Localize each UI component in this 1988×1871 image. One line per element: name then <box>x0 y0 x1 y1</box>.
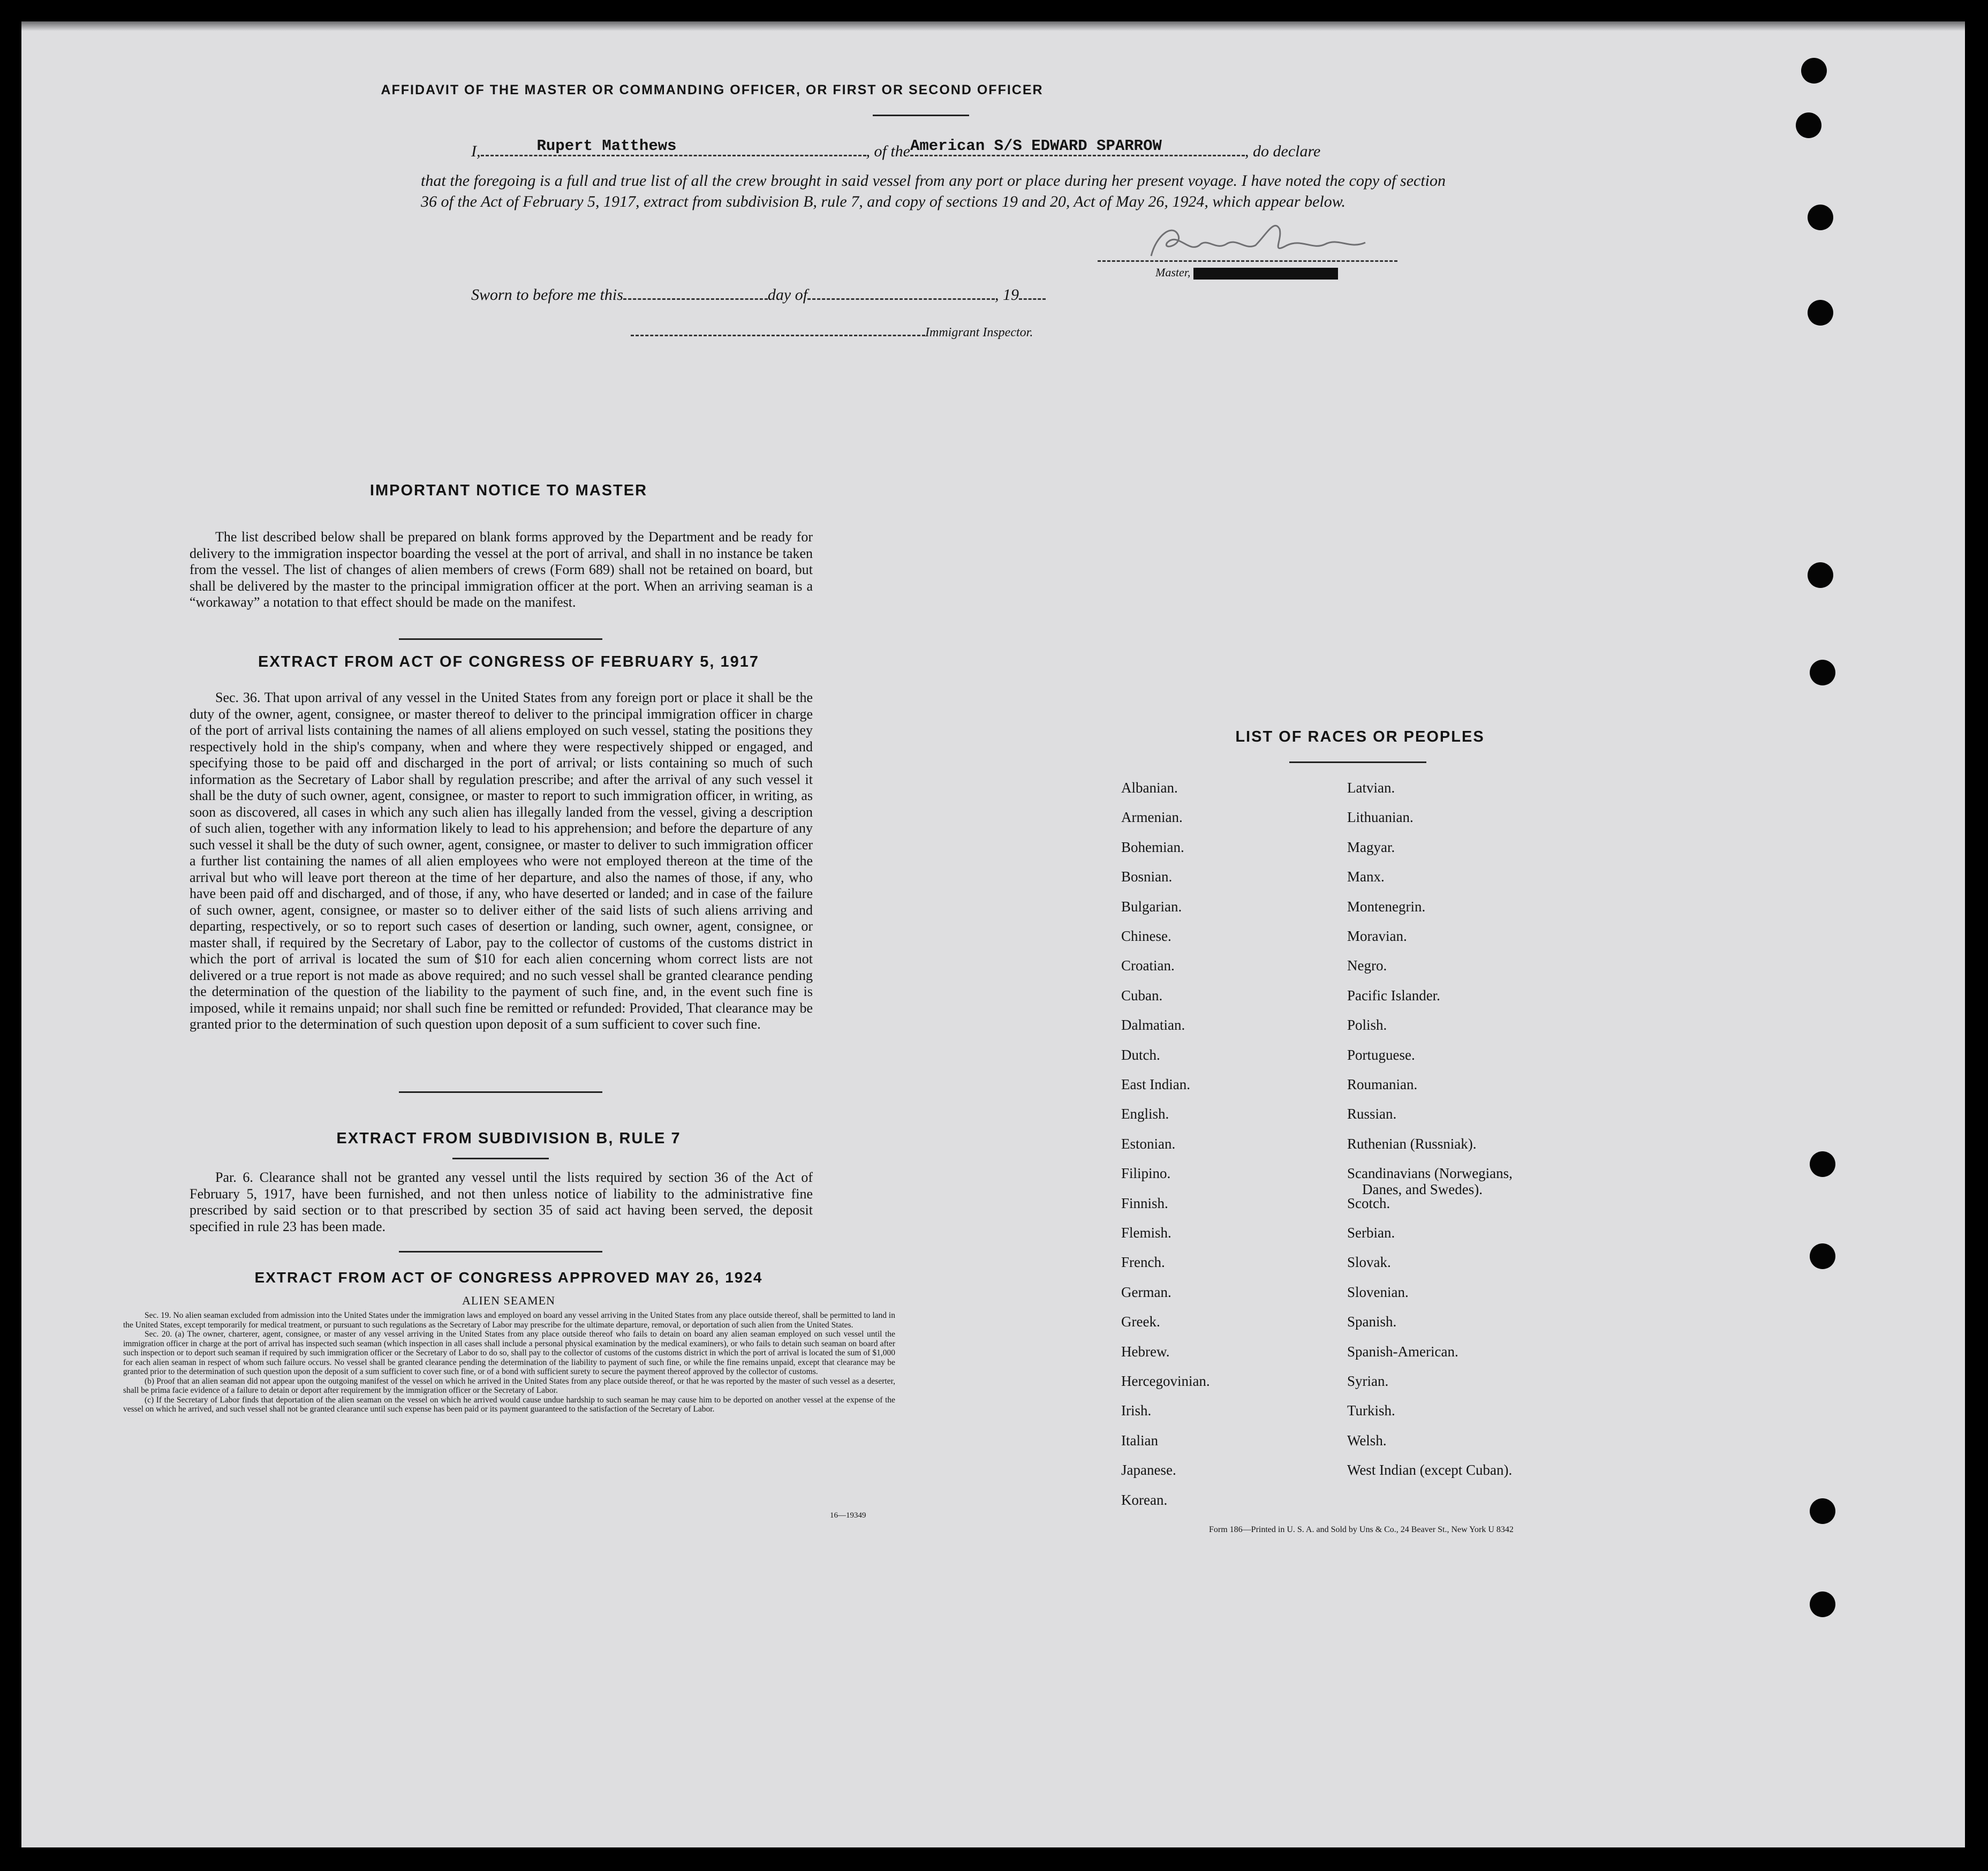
sworn-month-field <box>807 298 995 300</box>
do-declare-label: , do declare <box>1245 142 1321 160</box>
race-item: Montenegrin. <box>1347 898 1426 915</box>
section-rule <box>399 1091 602 1093</box>
race-item: Lithuanian. <box>1347 809 1413 826</box>
race-item: East Indian. <box>1121 1076 1190 1092</box>
footer-imprint: Form 186—Printed in U. S. A. and Sold by Uns & Co., 24 Beaver St., New York U 8342 <box>1209 1525 1514 1534</box>
scan-shadow <box>21 21 1965 31</box>
race-item: Manx. <box>1347 869 1385 885</box>
race-item: Syrian. <box>1347 1373 1389 1389</box>
punch-hole <box>1801 58 1827 84</box>
race-item: Chinese. <box>1121 928 1171 944</box>
race-item: Danes, and Swedes). <box>1362 1181 1483 1198</box>
affidavit-title: AFFIDAVIT OF THE MASTER OR COMMANDING OFFICER, OR FIRST OR SECOND OFFICER <box>381 82 1044 97</box>
race-item: Magyar. <box>1347 839 1395 855</box>
sec-20c: (c) If the Secretary of Labor finds that deportation of the alien seaman on the vessel on which he arrived would cause undue hardship to such seaman he may cause him to be deported on another vessel at the expense of the vessel on which he arrived, and such vessel shall not be granted clearance until such expense has been paid or its payment guaranteed to the satisfaction of the Secretary of Labor. <box>123 1395 895 1414</box>
declarant-name-field <box>481 137 866 156</box>
race-item: Albanian. <box>1121 780 1178 796</box>
race-item: Slovenian. <box>1347 1284 1409 1300</box>
race-item: Russian. <box>1347 1106 1397 1122</box>
race-item: Hebrew. <box>1121 1343 1170 1360</box>
master-label: Master, <box>1155 266 1191 279</box>
master-line <box>1155 266 1338 280</box>
race-item: French. <box>1121 1254 1165 1271</box>
declaration-line <box>471 137 1446 161</box>
declarant-name: Rupert Matthews <box>536 137 677 155</box>
rule7-body: Par. 6. Clearance shall not be granted any vessel until the lists required by section 36 of the Act of February 5, 1917, have been furnished, and not then unless notice of liability to the administrative fine prescribed by said section or to that prescribed by section 35 of said act having been served, the deposit specified in rule 23 has been made. <box>190 1170 813 1234</box>
extract-1917-title: EXTRACT FROM ACT OF CONGRESS OF FEBRUARY 5, 1917 <box>258 653 760 670</box>
of-the-label: , of the <box>866 142 910 160</box>
sec-20b: (b) Proof that an alien seaman did not appear upon the outgoing manifest of the vessel on which he arrived in the United States from any place outside thereof, or that he was reported by the master of such vessel as a deserter, shall be prima facie evidence of a failure to detain or deport after requirement by the immigration officer or the Secretary of Labor. <box>123 1376 895 1395</box>
race-item: Greek. <box>1121 1314 1160 1330</box>
declarant-prefix: I, <box>471 142 481 160</box>
race-item: German. <box>1121 1284 1171 1300</box>
sec-19: Sec. 19. No alien seaman excluded from admission into the United States under the immigration laws and employed on board any vessel arriving in the United States from any place outside thereof, shall be permitted to land in the United States, except temporarily for medical treatment, or pursuant to such regulations as the Secretary of Labor may prescribe for the ultimate departure, removal, or deportation of such alien from the United States. <box>123 1311 895 1330</box>
race-item: Welsh. <box>1347 1432 1387 1448</box>
race-item: Slovak. <box>1347 1254 1391 1271</box>
inspector-label: Immigrant Inspector. <box>925 326 1033 340</box>
alien-seamen-subtitle: ALIEN SEAMEN <box>462 1294 555 1307</box>
race-item: Pacific Islander. <box>1347 987 1440 1004</box>
sworn-prefix: Sworn to before me this <box>471 286 623 304</box>
race-item: Bulgarian. <box>1121 898 1182 915</box>
title-rule <box>873 115 969 116</box>
race-item: English. <box>1121 1106 1169 1122</box>
race-item: Spanish-American. <box>1347 1343 1458 1360</box>
race-item: Turkish. <box>1347 1402 1395 1419</box>
race-item: Dalmatian. <box>1121 1017 1185 1033</box>
punch-hole <box>1810 1591 1835 1617</box>
race-item: Armenian. <box>1121 809 1183 826</box>
signature-dotted-line <box>1098 260 1397 262</box>
race-item: Flemish. <box>1121 1225 1171 1241</box>
races-title: LIST OF RACES OR PEOPLES <box>1235 728 1485 745</box>
race-item: Bosnian. <box>1121 869 1173 885</box>
race-item: Croatian. <box>1121 957 1175 974</box>
race-item: Irish. <box>1121 1402 1152 1419</box>
race-item: Polish. <box>1347 1017 1387 1033</box>
race-item: Portuguese. <box>1347 1046 1415 1063</box>
race-item: Scandinavians (Norwegians, <box>1347 1165 1513 1182</box>
extract-1917-body: Sec. 36. That upon arrival of any vessel in the United States from any foreign port or place it shall be the duty of the owner, agent, consignee, or master thereof to deliver to the principal immigration officer in charge of the port of arrival lists containing the names of all aliens employed on such vessel, stating the positions they respectively hold in the ship's company, when and where they were respectively shipped or engaged, and specifying those to be paid off and discharged in the port of arrival; or lists containing so much of such information as the Secretary of Labor shall by regulation prescribe; and after the arrival of any such vessel it shall be the duty of such owner, agent, consignee, or master to report to such immigration officer, in writing, as soon as discovered, all cases in which any such alien has illegally landed from the vessel, giving a description of such alien, together with any information likely to lead to his apprehension; and before the departure of any such vessel it shall be the duty of such owner, agent, consignee, or master to deliver to such immigration officer a further list containing the names of all alien employees who were not employed thereon at the time of the arrival but who will leave port thereon at the time of her departure, and also the names of those, if any, who have been paid off and discharged, and of those, if any, who have deserted or landed; and in case of the failure of such owner, agent, consignee, or master so to deliver either of the said lists of such aliens arriving and departing, respectively, or so to report such cases of desertion or landing, such owner, agent, consignee, or master shall, if required by the Secretary of Labor, pay to the collector of customs of the customs district in which the port of arrival is located the sum of $10 for each alien concerning whom correct lists are not delivered or a true report is not made as above required; and no such vessel shall be granted clearance pending the determination of the question of the liability to the payment of such fine, and, in the event such fine is imposed, while it remains unpaid; nor shall such fine be remitted or refunded: Provided, That clearance may be granted prior to the determination of such question upon deposit of a sum sufficient to cover such fine. <box>190 690 813 1032</box>
vessel-name: American S/S EDWARD SPARROW <box>910 137 1162 155</box>
race-item: Negro. <box>1347 957 1387 974</box>
race-item: Serbian. <box>1347 1225 1395 1241</box>
sworn-line <box>471 286 1046 304</box>
punch-hole <box>1808 300 1833 326</box>
race-item: Latvian. <box>1347 780 1395 796</box>
punch-hole <box>1808 562 1833 588</box>
race-item: Finnish. <box>1121 1195 1168 1211</box>
races-title-rule <box>1289 761 1426 763</box>
race-item: Roumanian. <box>1347 1076 1418 1092</box>
punch-hole <box>1808 205 1833 230</box>
race-item: Cuban. <box>1121 987 1163 1004</box>
inspector-signature-field <box>631 335 925 336</box>
punch-hole <box>1810 1498 1835 1524</box>
race-item: Japanese. <box>1121 1462 1176 1478</box>
extract-1924-title: EXTRACT FROM ACT OF CONGRESS APPROVED MAY 26, 1924 <box>254 1269 763 1286</box>
race-item: Estonian. <box>1121 1135 1176 1152</box>
punch-hole <box>1810 660 1835 685</box>
race-item: Spanish. <box>1347 1314 1397 1330</box>
sworn-year-field <box>1019 298 1046 300</box>
punch-hole <box>1796 112 1821 138</box>
race-item: Moravian. <box>1347 928 1407 944</box>
race-item: Italian <box>1121 1432 1158 1448</box>
race-item: Korean. <box>1121 1491 1168 1508</box>
race-item: Ruthenian (Russniak). <box>1347 1135 1477 1152</box>
race-item: Hercegovinian. <box>1121 1373 1210 1389</box>
redacted-name <box>1193 268 1338 280</box>
year-prefix: , 19 <box>995 286 1019 304</box>
race-item: West Indian (except Cuban). <box>1347 1462 1513 1478</box>
master-signature <box>1140 213 1392 267</box>
sec-20a: Sec. 20. (a) The owner, charterer, agent, consignee, or master of any vessel arriving in the United States from any place outside thereof who fails to detain on board any alien seaman employed on such vessel until the immigration officer in charge at the port of arrival has inspected such seaman (which inspection in all cases shall include a personal physical examination by the medical examiners), or who fails to detain such seaman on board after such inspection or to deport such seaman if required by such immigration officer or the Secretary of Labor to do so, shall pay to the collector of customs of the customs district in which the port of arrival is located the sum of $1,000 for each alien seaman in respect of whom such failure occurs. No vessel shall be granted clearance pending the determination of the liability to payment of such fine, or while the fine remains unpaid, except that clearance may be granted prior to the determination of such question upon the deposit of a sum sufficient to cover such fine, or of a bond with sufficient surety to secure the payment thereof approved by the collector of customs. <box>123 1330 895 1376</box>
notice-body: The list described below shall be prepared on blank forms approved by the Department and be ready for delivery to the immigration inspector boarding the vessel at the port of arrival, and shall in no instance be taken from the vessel. The list of changes of alien members of crews (Form 689) shall not be retained on board, but shall be delivered by the master to the principal immigration officer at the port. When an arriving seaman is a “workaway” a notation to that effect should be made on the manifest. <box>190 529 813 610</box>
document-page <box>21 21 1965 1847</box>
punch-hole <box>1810 1243 1835 1269</box>
section-rule <box>399 1251 602 1253</box>
notice-title: IMPORTANT NOTICE TO MASTER <box>369 482 648 499</box>
form-code: 16—19349 <box>830 1511 866 1520</box>
day-of-label: day of <box>767 286 808 304</box>
section-rule <box>452 1158 549 1159</box>
race-item: Bohemian. <box>1121 839 1184 855</box>
rule7-title: EXTRACT FROM SUBDIVISION B, RULE 7 <box>336 1130 681 1147</box>
section-rule <box>399 638 602 640</box>
race-item: Scotch. <box>1347 1195 1390 1211</box>
race-item: Dutch. <box>1121 1046 1160 1063</box>
race-item: Filipino. <box>1121 1165 1171 1182</box>
punch-hole <box>1810 1151 1835 1177</box>
sworn-day-field <box>623 298 768 300</box>
affidavit-statement: that the foregoing is a full and true list of all the crew brought in said vessel from any port or place during her present voyage. I have noted the copy of section 36 of the Act of February 5, 1917, extract from subdivision B, rule 7, and copy of sections 19 and 20, Act of May 26, 1924, which appear below. <box>421 172 1446 210</box>
vessel-field <box>910 137 1245 156</box>
inspector-line <box>631 326 1033 340</box>
extract-1924-body <box>123 1311 895 1414</box>
